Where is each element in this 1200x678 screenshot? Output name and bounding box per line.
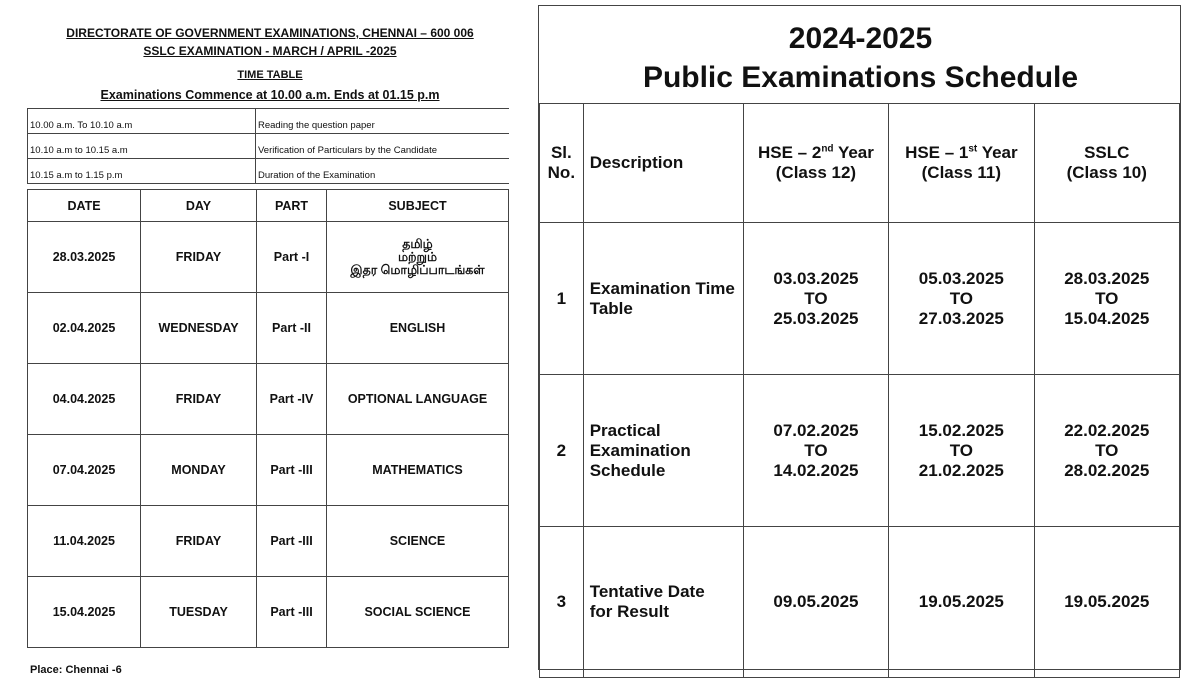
exam-day: TUESDAY [141,577,257,648]
exam-part: Part -II [257,293,327,364]
col-hse-1st-year [889,104,1034,223]
col-subject: SUBJECT [327,190,509,222]
table-row [540,223,1180,375]
directorate-heading: DIRECTORATE OF GOVERNMENT EXAMINATIONS, CHENNAI – 600 006 [66,26,474,40]
place-text: Place: Chennai -6 [30,664,122,676]
schedule-title: Public Examinations Schedule [642,61,1079,94]
exam-part: Part -III [257,506,327,577]
timing-slot: 10.00 a.m. To 10.10 a.m [28,109,256,134]
table-row [28,435,509,506]
exam-subject: SOCIAL SCIENCE [327,577,509,648]
exam-subject: SCIENCE [327,506,509,577]
exam-part: Part -III [257,435,327,506]
exam-day: FRIDAY [141,364,257,435]
exam-subject: OPTIONAL LANGUAGE [327,364,509,435]
col-hse-2nd-year [743,104,888,223]
no-label: No. [547,163,576,182]
sslc-dates: 28.03.2025 TO 15.04.2025 [1034,223,1179,375]
exam-date: 07.04.2025 [28,435,141,506]
exam-date: 15.04.2025 [28,577,141,648]
exam-subject: MATHEMATICS [327,435,509,506]
exam-timing-heading: Examinations Commence at 10.00 a.m. Ends at 01.15 p.m [100,88,440,102]
hse1-dates: 05.03.2025 TO 27.03.2025 [889,223,1034,375]
sslc-label: SSLC [1084,143,1130,162]
row-description: Tentative Date for Result [583,527,743,678]
hse2-class: (Class 12) [775,163,857,182]
exam-part: Part -IV [257,364,327,435]
sslc-result-date: 19.05.2025 [1034,527,1179,678]
timing-activity: Verification of Particulars by the Candidate [256,134,510,159]
sslc-timetable [27,189,509,648]
timing-activity: Reading the question paper [256,109,510,134]
exam-date: 04.04.2025 [28,364,141,435]
subject-line: மற்றும் [397,249,438,264]
sslc-class: (Class 10) [1066,163,1147,182]
table-row [28,364,509,435]
row-number: 1 [540,223,584,375]
exam-heading: SSLC EXAMINATION - MARCH / APRIL -2025 [143,44,397,58]
table-row [28,506,509,577]
timing-slot: 10.10 a.m to 10.15 a.m [28,134,256,159]
timetable-header-row [28,190,509,222]
hse2-dates: 03.03.2025 TO 25.03.2025 [743,223,888,375]
col-day: DAY [141,190,257,222]
hse2-result-date: 09.05.2025 [743,527,888,678]
schedule-header-row [540,104,1180,223]
public-exam-schedule-document [538,5,1181,670]
exam-timing-table [27,108,509,184]
exam-part: Part -I [257,222,327,293]
row-number: 2 [540,375,584,527]
exam-date: 11.04.2025 [28,506,141,577]
hse1-dates: 15.02.2025 TO 21.02.2025 [889,375,1034,527]
exam-subject: ENGLISH [327,293,509,364]
hse1-result-date: 19.05.2025 [889,527,1034,678]
table-row [540,527,1180,678]
subject-line: தமிழ் [402,236,433,251]
table-row [28,293,509,364]
hse1-class: (Class 11) [921,163,1002,182]
col-sslc [1034,104,1179,223]
table-row [540,375,1180,527]
schedule-year-title: 2024-2025 [788,22,933,55]
exam-part: Part -III [257,577,327,648]
sslc-timetable-document [0,0,520,675]
sl-label: Sl. [550,143,572,162]
subject-line: இதர மொழிப்பாடங்கள் [350,262,485,277]
timing-activity: Duration of the Examination [256,159,510,184]
sslc-dates: 22.02.2025 TO 28.02.2025 [1034,375,1179,527]
exam-day: MONDAY [141,435,257,506]
col-sl-no [540,104,584,223]
exam-date: 02.04.2025 [28,293,141,364]
col-part: PART [257,190,327,222]
timing-row [28,109,510,134]
exam-day: FRIDAY [141,222,257,293]
hse2-dates: 07.02.2025 TO 14.02.2025 [743,375,888,527]
exam-day: WEDNESDAY [141,293,257,364]
timetable-heading: TIME TABLE [237,69,303,81]
timing-row [28,134,510,159]
hse1-label: HSE – 1st Year [905,143,1018,162]
public-exam-schedule-table [539,103,1180,678]
row-description: Practical Examination Schedule [583,375,743,527]
exam-day: FRIDAY [141,506,257,577]
row-number: 3 [540,527,584,678]
timing-row [28,159,510,184]
row-description: Examination Time Table [583,223,743,375]
hse2-label: HSE – 2nd Year [758,143,874,162]
col-description: Description [583,104,743,223]
col-date: DATE [28,190,141,222]
exam-subject [327,222,509,293]
exam-date: 28.03.2025 [28,222,141,293]
table-row [28,222,509,293]
table-row [28,577,509,648]
timing-slot: 10.15 a.m to 1.15 p.m [28,159,256,184]
